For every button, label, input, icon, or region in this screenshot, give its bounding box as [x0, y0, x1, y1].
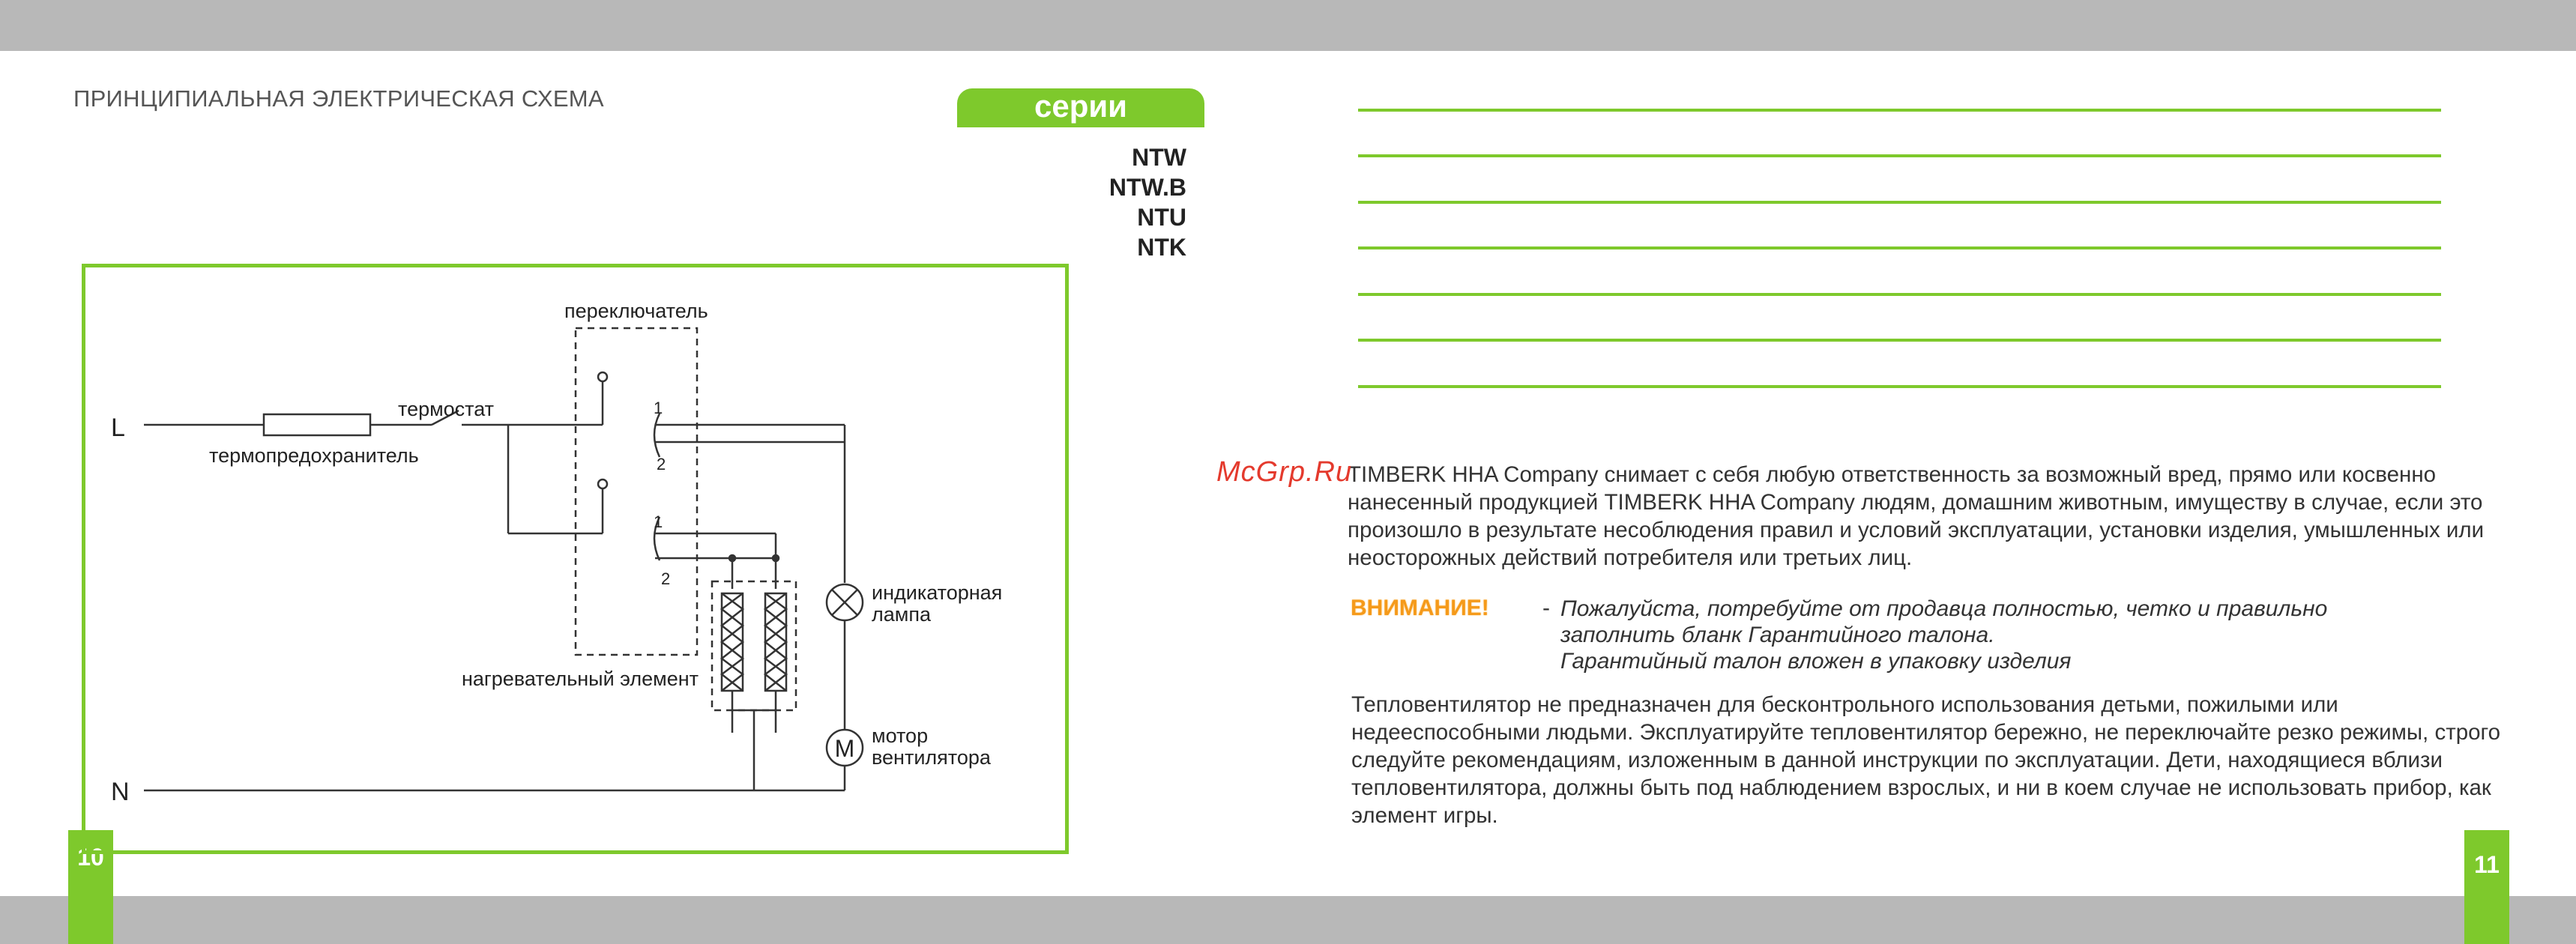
switch-contact-1 [598, 372, 607, 381]
attention-label: ВНИМАНИЕ! [1351, 596, 1489, 620]
label-switch-pos: 1 [654, 399, 663, 417]
series-item: NTW [1132, 144, 1186, 171]
safety-text: Тепловентилятор не предназначен для бесконтрольного использования детьми, пожилыми или недееспособными людьми. Эксплуатируйте тепловентилятор бережно, не переключайте резко режимы, строго следуйте рекомендациям, изложенным в данной инструкции по эксплуатации. Дети, находящиеся вблизи тепловентилятора, должны быть под наблюдением взрослых, и ни в коем случае не использовать прибор, как элемент игры. [1351, 692, 2501, 828]
watermark: McGrp.Ru [1216, 456, 1353, 488]
note-line [1358, 109, 2441, 112]
note-line [1358, 246, 2441, 249]
series-item: NTU [1137, 204, 1186, 231]
label-heater: нагревательный элемент [462, 668, 699, 690]
attention-line: Пожалуйста, потребуйте от продавца полностью, четко и правильно [1560, 596, 2328, 621]
page-number-right: 11 [2474, 851, 2500, 878]
label-L: L [111, 414, 125, 442]
motor-letter: M [834, 735, 855, 762]
attention-line: заполнить бланк Гарантийного талона. [1560, 623, 1995, 647]
switch-arc-1 [654, 414, 660, 457]
label-N: N [111, 778, 130, 806]
note-line [1358, 293, 2441, 296]
note-line [1358, 385, 2441, 388]
disclaimer-text: TIMBERK HHA Company снимает с себя любую ответственность за возможный вред, прямо или косвенно нанесенный продукцией TIMBERK HHA Company людям, домашним животным, имуществу в случае, если это произошло в результате несоблюдения правил и условий эксплуатации, установки изделия, умышленных или неосторожных действий потребителя или третьих лиц. [1348, 462, 2485, 570]
label-switch-pos: 2 [661, 569, 671, 588]
series-header: серии [957, 88, 1204, 127]
page-title: ПРИНЦИПИАЛЬНАЯ ЭЛЕКТРИЧЕСКАЯ СХЕМА [73, 85, 604, 112]
note-line [1358, 201, 2441, 204]
page-tab-right [2464, 830, 2509, 944]
fuse-symbol [264, 414, 370, 435]
note-line [1358, 339, 2441, 342]
heater-zigzag-2 [765, 593, 786, 691]
attention-text [1560, 596, 2460, 674]
label-switch: переключатель [564, 300, 708, 322]
label-fuse: термопредохранитель [209, 444, 419, 467]
label-switch-pos: 2 [657, 455, 666, 473]
wiring-diagram [0, 0, 1079, 862]
attention-line: Гарантийный талон вложен в упаковку изделия [1560, 649, 2072, 674]
label-lamp: лампа [872, 603, 931, 626]
label-motor: мотор [872, 724, 929, 747]
attention-dash: - [1542, 596, 1550, 620]
label-motor: вентилятора [872, 746, 991, 769]
page-number-left: 10 [77, 844, 104, 871]
label-lamp: индикаторная [872, 581, 1003, 604]
heater-zigzag-1 [722, 593, 743, 691]
series-item: NTK [1137, 234, 1186, 261]
label-switch-pos: 1 [654, 512, 663, 531]
switch-contact-2 [598, 479, 607, 488]
label-thermostat: термостат [398, 398, 495, 420]
bottom-band [0, 896, 2576, 944]
note-line [1358, 154, 2441, 157]
switch-box [576, 328, 697, 655]
series-item: NTW.B [1108, 174, 1186, 201]
